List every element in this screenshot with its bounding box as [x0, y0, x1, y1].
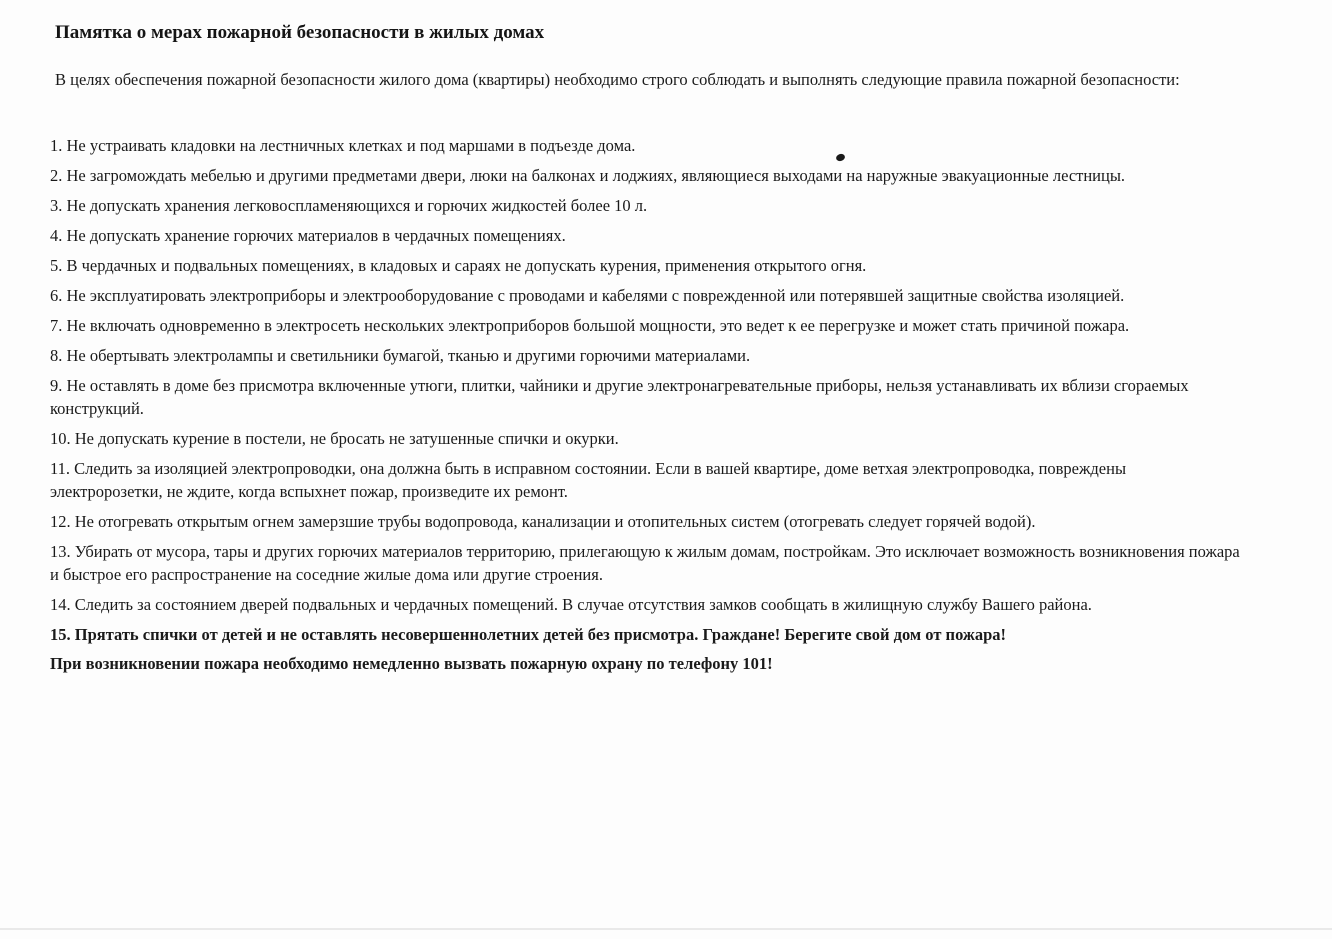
closing-warning: При возникновении пожара необходимо немедленно вызвать пожарную охрану по телефону 101! — [50, 654, 773, 673]
rule-item-9: 9. Не оставлять в доме без присмотра включенные утюги, плитки, чайники и другие электронагревательные приборы, нельзя устанавливать их вблизи сгораемых конструкций. — [50, 376, 1189, 418]
rule-item-7: 7. Не включать одновременно в электросеть нескольких электроприборов большой мощности, это ведет к ее перегрузке и может стать причиной пожара. — [50, 316, 1130, 335]
rule-item-15: 15. Прятать спички от детей и не оставлять несовершеннолетних детей без присмотра. Граждане! Берегите свой дом от пожара! — [50, 625, 1007, 644]
rule-item-4: 4. Не допускать хранение горючих материалов в чердачных помещениях. — [50, 226, 566, 245]
scan-edge-line — [0, 928, 1332, 930]
rule-item-3: 3. Не допускать хранения легковоспламеняющихся и горючих жидкостей более 10 л. — [50, 196, 648, 215]
rule-item-10: 10. Не допускать курение в постели, не бросать не затушенные спички и окурки. — [50, 429, 619, 448]
rule-item-12: 12. Не отогревать открытым огнем замерзшие трубы водопровода, канализации и отопительных систем (отогревать следует горячей водой). — [50, 512, 1036, 531]
rule-item-1: 1. Не устраивать кладовки на лестничных клетках и под маршами в подъезде дома. — [50, 136, 636, 155]
page-title: Памятка о мерах пожарной безопасности в жилых домах — [55, 22, 545, 43]
rule-item-5: 5. В чердачных и подвальных помещениях, в кладовых и сараях не допускать курения, применения открытого огня. — [50, 256, 867, 275]
rule-item-6: 6. Не эксплуатировать электроприборы и электрооборудование с проводами и кабелями с поврежденной или потерявшей защитные свойства изоляцией. — [50, 286, 1125, 305]
rule-item-11: 11. Следить за изоляцией электропроводки, она должна быть в исправном состоянии. Если в вашей квартире, доме ветхая электропроводка, повреждены электророзетки, не ждите, когда вспыхнет пожар, произведите их ремонт. — [50, 459, 1127, 501]
rule-item-2: 2. Не загромождать мебелью и другими предметами двери, люки на балконах и лоджиях, являющиеся выходами на наружные эвакуационные лестницы. — [50, 166, 1126, 185]
rules-list — [50, 134, 1240, 675]
rule-item-14: 14. Следить за состоянием дверей подвальных и чердачных помещений. В случае отсутствия замков сообщать в жилищную службу Вашего района. — [50, 595, 1092, 614]
intro-paragraph: В целях обеспечения пожарной безопасности жилого дома (квартиры) необходимо строго соблюдать и выполнять следующие правила пожарной безопасности: — [55, 70, 1180, 89]
rule-item-13: 13. Убирать от мусора, тары и других горючих материалов территорию, прилегающую к жилым домам, постройкам. Это исключает возможность возникновения пожара и быстрое его распространение на соседние жилые дома или другие строения. — [50, 542, 1240, 584]
rule-item-8: 8. Не обертывать электролампы и светильники бумагой, тканью и другими горючими материалами. — [50, 346, 751, 365]
